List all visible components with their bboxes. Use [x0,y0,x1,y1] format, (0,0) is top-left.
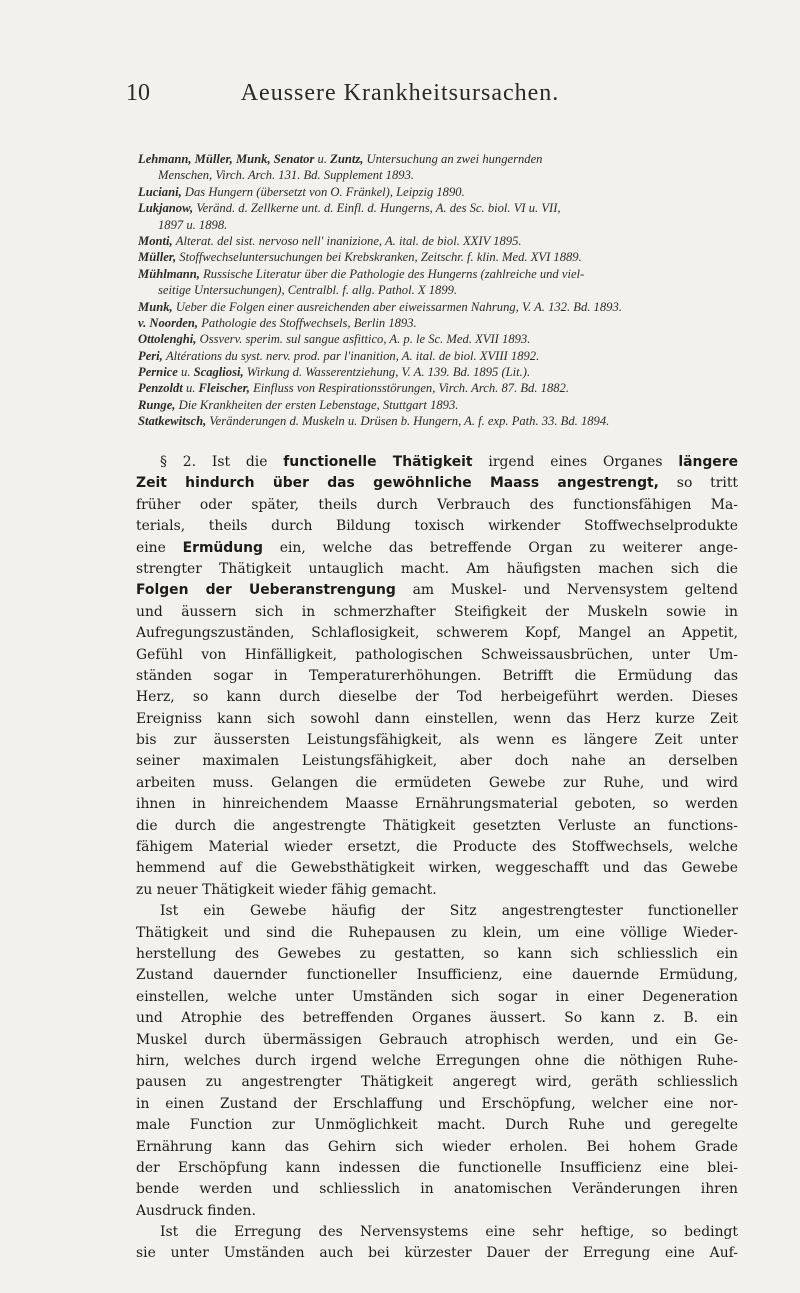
text-line [136,730,738,751]
text-line [136,495,738,516]
text-line [136,837,738,858]
reference-text: Menschen, Virch. Arch. 131. Bd. Supplement 1893. [158,168,415,183]
text-line [136,1222,738,1243]
text-run: herstellung des Gewebes zu gestatten, so kann sich schliesslich ein [136,945,738,962]
reference-line [138,249,738,265]
reference-line [138,315,738,331]
reference-text: seitige Untersuchungen), Centralbl. f. allg. Pathol. X 1899. [158,283,458,298]
text-line [136,709,738,730]
text-run: fähigem Material wieder ersetzt, die Producte des Stoffwechsels, welche [136,839,738,856]
text-run: seiner maximalen Leistungsfähigkeit, aber doch nahe an derselben [136,753,738,770]
text-line [136,580,738,601]
reference-line [138,200,738,216]
text-run: bis zur äussersten Leistungsfähigkeit, als wenn es längere Zeit unter [136,732,738,749]
text-line [136,559,738,580]
text-run: ein, welche das betreffende Organ zu weiterer ange- [262,539,738,556]
text-run: und Atrophie des betreffenden Organes äussert. So kann z. B. ein [136,1010,738,1027]
text-run: Ist ein Gewebe häufig der Sitz angestrengtester functioneller [160,903,738,920]
text-line [136,901,738,922]
reference-text-emphasis: Ottolenghi, [138,332,200,347]
text-run: und äussern sich in schmerzhafter Steifigkeit der Muskeln sowie in [136,603,738,620]
text-line [136,516,738,537]
text-run: strengter Thätigkeit untauglich macht. Am häufigsten machen sich die [136,560,738,577]
text-line [136,965,738,986]
reference-line [138,167,738,183]
section-body [136,452,738,1265]
text-run: Zustand dauernder functioneller Insufficienz, eine dauernde Ermüdung, [136,967,738,984]
reference-text: Die Krankheiten der ersten Lebenstage, Stuttgart 1893. [178,397,459,412]
reference-text-emphasis: Munk, [138,299,176,314]
text-line [136,645,738,666]
text-line [136,1179,738,1200]
reference-text: Stoffwechseluntersuchungen bei Krebskranken, Zeitschr. f. klin. Med. XVI 1889. [179,250,582,265]
text-run: arbeiten muss. Gelangen die ermüdeten Gewebe zur Ruhe, und wird [136,774,738,791]
text-line [136,666,738,687]
text-line [136,944,738,965]
reference-text: Alterat. del sist. nervoso nell' inanizione, A. ital. de biol. XXIV 1895. [175,233,522,248]
text-line [136,1008,738,1029]
text-line [136,538,738,559]
reference-text-emphasis: v. Noorden, [138,315,202,330]
text-run: ständen sogar in Temperaturerhöhungen. Betrifft die Ermüdung das [136,667,738,684]
page-number: 10 [126,80,150,106]
text-run: Ereigniss kann sich sowohl dann einstellen, wenn das Herz kurze Zeit [136,710,738,727]
text-run-emphasis: Folgen der Ueberanstrengung [136,582,396,599]
reference-text-emphasis: Fleischer, [198,381,254,396]
text-line [136,858,738,879]
reference-line [138,266,738,282]
text-run: die durch die angestrengte Thätigkeit gesetzten Verluste an functions- [136,817,738,834]
reference-text: Das Hungern (übersetzt von O. Fränkel), Leipzig 1890. [184,184,465,199]
reference-line [138,151,738,167]
reference-text-emphasis: Zuntz, [330,152,367,166]
text-run-emphasis: Ermüdung [182,539,263,556]
reference-text: Russische Literatur über die Pathologie des Hungerns (zahlreiche und viel- [203,266,585,281]
text-run: hemmend auf die Gewebsthätigkeit wirken, weggeschafft und das Gewebe [136,860,738,877]
text-run: Ist die Erregung des Nervensystems eine sehr heftige, so bedingt [160,1224,738,1241]
text-line [136,816,738,837]
reference-text-emphasis: Statkewitsch, [138,414,210,429]
reference-line [138,397,738,413]
reference-text-emphasis: Monti, [138,233,176,248]
reference-text: u. [317,152,331,166]
text-line [136,1201,738,1222]
text-run: Gefühl von Hinfälligkeit, pathologischen Schweissausbrüchen, unter Um- [136,646,738,663]
reference-text: Pathologie des Stoffwechsels, Berlin 1893. [201,315,417,330]
text-line [136,1115,738,1136]
running-head [0,80,800,110]
reference-text-emphasis: Runge, [138,397,179,412]
text-run: bende werden und schliesslich in anatomischen Veränderungen ihren [136,1181,738,1198]
reference-text: Altérations du syst. nerv. prod. par l'inanition, A. ital. de biol. XVIII 1892. [165,348,540,363]
text-run: ihnen in hinreichendem Maasse Ernährungsmaterial geboten, so werden [136,796,738,813]
reference-text-emphasis: Lehmann, Müller, Munk, Senator [138,152,318,166]
text-run: eine [136,539,183,556]
text-line [136,1243,738,1264]
reference-line [138,331,738,347]
reference-text: Ossverv. sperim. sul sangue asfittico, A. p. le Sc. Med. XVII 1893. [199,332,531,347]
reference-line [138,299,738,315]
text-run: einstellen, welche unter Umständen sich sogar in einer Degeneration [136,988,738,1005]
text-line [136,452,738,473]
text-line [136,473,738,494]
text-line [136,623,738,644]
text-run: Aufregungszuständen, Schlaflosigkeit, schwerem Kopf, Mangel an Appetit, [136,625,738,642]
reference-line [138,364,738,380]
reference-text-emphasis: Pernice [138,365,182,380]
reference-text: Veränd. d. Zellkerne unt. d. Einfl. d. Hungerns, A. des Sc. biol. VI u. VII, [196,201,561,216]
text-line [136,880,738,901]
text-run-emphasis: functionelle Thätigkeit [283,454,473,470]
text-run: Ausdruck finden. [136,1202,256,1219]
reference-text: 1897 u. 1898. [158,217,228,232]
reference-text: Einfluss von Respirationsstörungen, Virch. Arch. 87. Bd. 1882. [253,381,569,396]
text-run: sie unter Umständen auch bei kürzester Dauer der Erregung eine Auf- [136,1245,738,1262]
text-run: in einen Zustand der Erschlaffung und Erschöpfung, welcher eine nor- [136,1095,738,1112]
text-line [136,687,738,708]
text-line [136,1094,738,1115]
reference-text: u. [181,365,194,380]
reference-line [138,380,738,396]
text-line [136,602,738,623]
reference-text-emphasis: Lukjanow, [138,201,197,216]
text-run: Muskel durch übermässigen Gebrauch atrophisch werden, und ein Ge- [136,1031,738,1048]
reference-text-emphasis: Scagliosi, [193,365,247,380]
text-run: früher oder später, theils durch Verbrauch des functionsfähigen Ma- [136,496,738,513]
running-title: Aeussere Krankheitsursachen. [240,80,560,106]
reference-line [138,348,738,364]
reference-text: Ueber die Folgen einer ausreichenden aber eiweissarmen Nahrung, V. A. 132. Bd. 1893. [175,299,622,314]
text-run: hirn, welches durch irgend welche Erregungen ohne die nöthigen Ruhe- [136,1052,738,1069]
text-run: Thätigkeit und sind die Ruhepausen zu klein, um eine völlige Wieder- [136,924,738,941]
reference-text-emphasis: Peri, [138,348,166,363]
text-run: pausen zu angestrengter Thätigkeit angeregt wird, geräth schliesslich [136,1074,738,1091]
text-line [136,923,738,944]
text-run: der Erschöpfung kann indessen die functionelle Insufficienz eine blei- [136,1159,738,1176]
text-run: Ernährung kann das Gehirn sich wieder erholen. Bei hohem Grade [136,1138,738,1155]
reference-text: u. [185,381,199,396]
text-run: terials, theils durch Bildung toxisch wirkender Stoffwechselprodukte [136,518,738,535]
reference-text-emphasis: Luciani, [138,184,185,199]
reference-line [138,233,738,249]
text-run: Herz, so kann durch dieselbe der Tod herbeigeführt werden. Dieses [136,689,738,706]
text-line [136,1030,738,1051]
text-run-emphasis: Zeit hindurch über das gewöhnliche Maass angestrengt, [136,475,659,492]
text-run: § 2. Ist die [160,454,284,470]
text-run: am Muskel- und Nervensystem geltend [395,582,738,599]
text-line [136,1137,738,1158]
bibliography-list [138,151,738,430]
text-run: zu neuer Thätigkeit wieder fähig gemacht. [136,881,437,898]
text-line [136,794,738,815]
text-run: male Function zur Unmöglichkeit macht. Durch Ruhe und geregelte [136,1117,738,1134]
text-run: so tritt [658,475,738,492]
reference-text: Wirkung d. Wasserentziehung, V. A. 139. Bd. 1895 (Lit.). [246,365,531,380]
text-line [136,1051,738,1072]
reference-text-emphasis: Mühlmann, [138,266,204,281]
text-line [136,773,738,794]
text-line [136,751,738,772]
reference-text: Veränderungen d. Muskeln u. Drüsen b. Hungern, A. f. exp. Path. 33. Bd. 1894. [209,414,610,429]
text-run-emphasis: längere [678,454,738,470]
text-run: irgend eines Organes [472,454,679,470]
reference-text: Untersuchung an zwei hungernden [366,152,543,166]
text-line [136,1158,738,1179]
reference-line [138,413,738,429]
reference-line [138,282,738,298]
reference-line [138,217,738,233]
reference-line [138,184,738,200]
reference-text-emphasis: Müller, [138,250,180,265]
reference-text-emphasis: Penzoldt [138,381,186,396]
text-line [136,1072,738,1093]
text-line [136,987,738,1008]
